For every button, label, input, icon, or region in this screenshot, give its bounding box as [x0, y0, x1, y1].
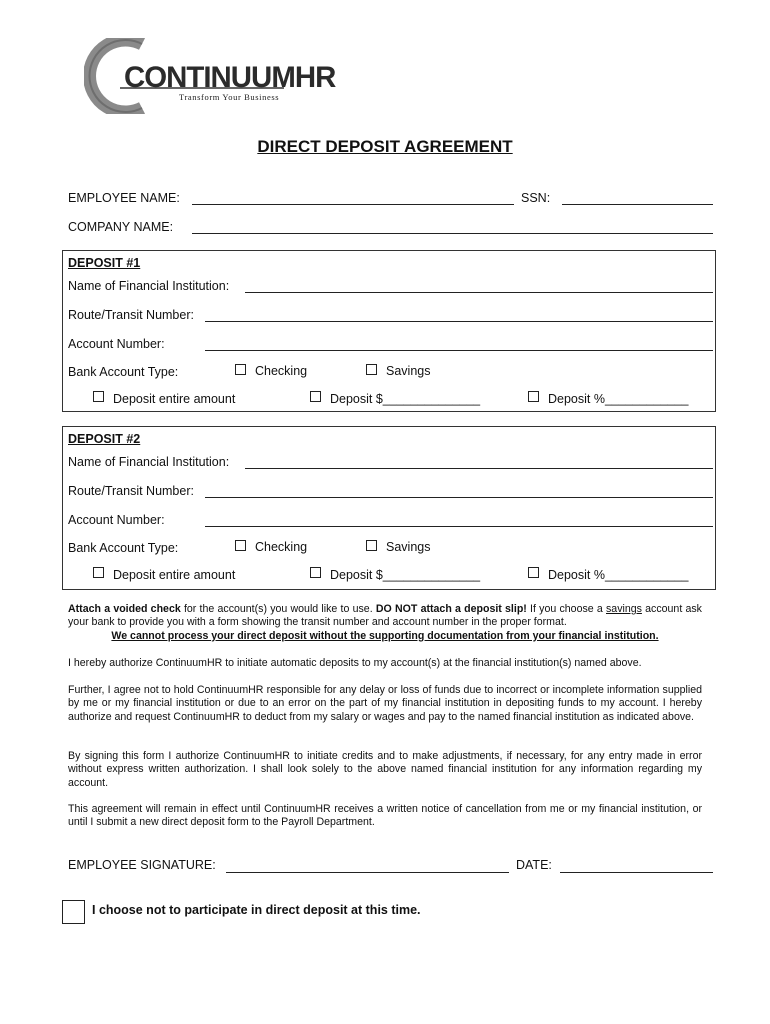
deposit-1-heading: DEPOSIT #1 — [68, 256, 141, 270]
opt-out-checkbox[interactable] — [62, 900, 85, 924]
deposit-entire-label: Deposit entire amount — [113, 568, 236, 582]
notice-savings: savings — [606, 603, 642, 615]
deposit-percent-label: Deposit %____________ — [548, 568, 689, 582]
ssn-field[interactable] — [562, 204, 713, 205]
institution-label: Name of Financial Institution: — [68, 279, 230, 293]
company-name-field[interactable] — [192, 233, 713, 234]
authorization-paragraph: I hereby authorize ContinuumHR to initiate automatic deposits to my account(s) at the financial institution(s) named above. — [68, 657, 642, 669]
logo-tagline: Transform Your Business — [179, 92, 280, 102]
deposit-amount-label: Deposit $______________ — [330, 568, 481, 582]
signature-field[interactable] — [226, 872, 509, 873]
institution-field[interactable] — [245, 292, 713, 293]
route-label: Route/Transit Number: — [68, 484, 194, 498]
checking-label: Checking — [255, 540, 308, 554]
employee-name-field[interactable] — [192, 204, 514, 205]
deposit-amount-checkbox[interactable] — [310, 567, 321, 578]
account-type-label: Bank Account Type: — [68, 541, 179, 555]
savings-checkbox[interactable] — [366, 364, 377, 375]
institution-field[interactable] — [245, 468, 713, 469]
account-field[interactable] — [205, 350, 713, 351]
term-paragraph: This agreement will remain in effect until ContinuumHR receives a written notice of cancellation from me or my financial institution, or until I submit a new direct deposit form to the Payroll Department. — [68, 803, 702, 829]
route-field[interactable] — [205, 321, 713, 322]
account-type-label: Bank Account Type: — [68, 365, 179, 379]
deposit-1-section — [62, 250, 716, 412]
account-label: Account Number: — [68, 337, 165, 351]
checking-checkbox[interactable] — [235, 540, 246, 551]
deposit-2-section — [62, 426, 716, 590]
company-name-label: COMPANY NAME: — [68, 220, 174, 234]
voided-check-notice — [68, 603, 702, 643]
checking-label: Checking — [255, 364, 308, 378]
savings-label: Savings — [386, 364, 431, 378]
deposit-entire-checkbox[interactable] — [93, 567, 104, 578]
deposit-amount-checkbox[interactable] — [310, 391, 321, 402]
notice-bold-1: Attach a voided check — [68, 603, 181, 615]
liability-paragraph: Further, I agree not to hold ContinuumHR responsible for any delay or loss of funds due to incorrect or incomplete information supplied by me or my financial institution or due to an error on the part of my financial institution in depositing funds to my account. I hereby authorize and request ContinuumHR to deduct from my salary or wages and pay to the named financial institution as indicated above. — [68, 684, 702, 723]
date-field[interactable] — [560, 872, 713, 873]
deposit-2-heading: DEPOSIT #2 — [68, 432, 141, 446]
deposit-percent-label: Deposit %____________ — [548, 392, 689, 406]
checking-checkbox[interactable] — [235, 364, 246, 375]
account-field[interactable] — [205, 526, 713, 527]
notice-text-2: If you choose a — [526, 603, 606, 615]
deposit-percent-checkbox[interactable] — [528, 567, 539, 578]
ssn-label: SSN: — [521, 191, 551, 205]
route-field[interactable] — [205, 497, 713, 498]
signature-label: EMPLOYEE SIGNATURE: — [68, 858, 216, 872]
date-label: DATE: — [516, 858, 552, 872]
deposit-entire-label: Deposit entire amount — [113, 392, 236, 406]
company-logo — [84, 38, 336, 114]
page-title: DIRECT DEPOSIT AGREEMENT — [257, 137, 513, 156]
savings-label: Savings — [386, 540, 431, 554]
employee-name-label: EMPLOYEE NAME: — [68, 191, 180, 205]
opt-out-label: I choose not to participate in direct deposit at this time. — [92, 903, 421, 917]
deposit-percent-checkbox[interactable] — [528, 391, 539, 402]
savings-checkbox[interactable] — [366, 540, 377, 551]
credits-paragraph: By signing this form I authorize ContinuumHR to initiate credits and to make adjustments, if necessary, for any entry made in error without express written authorization. I shall look solely to the above named financial institution for any information regarding my account. — [68, 750, 702, 789]
account-label: Account Number: — [68, 513, 165, 527]
notice-text-3: account ask your bank to provide you with a form showing the transit number and account number in the proper format. — [68, 603, 702, 629]
route-label: Route/Transit Number: — [68, 308, 194, 322]
deposit-amount-label: Deposit $______________ — [330, 392, 481, 406]
notice-text-1: for the account(s) you would like to use. — [180, 603, 376, 615]
documentation-warning: We cannot process your direct deposit without the supporting documentation from your financial institution. — [111, 629, 659, 642]
deposit-entire-checkbox[interactable] — [93, 391, 104, 402]
institution-label: Name of Financial Institution: — [68, 455, 230, 469]
logo-wordmark: CONTINUUMHR — [124, 61, 336, 94]
notice-bold-2: DO NOT attach a deposit slip! — [375, 603, 527, 615]
